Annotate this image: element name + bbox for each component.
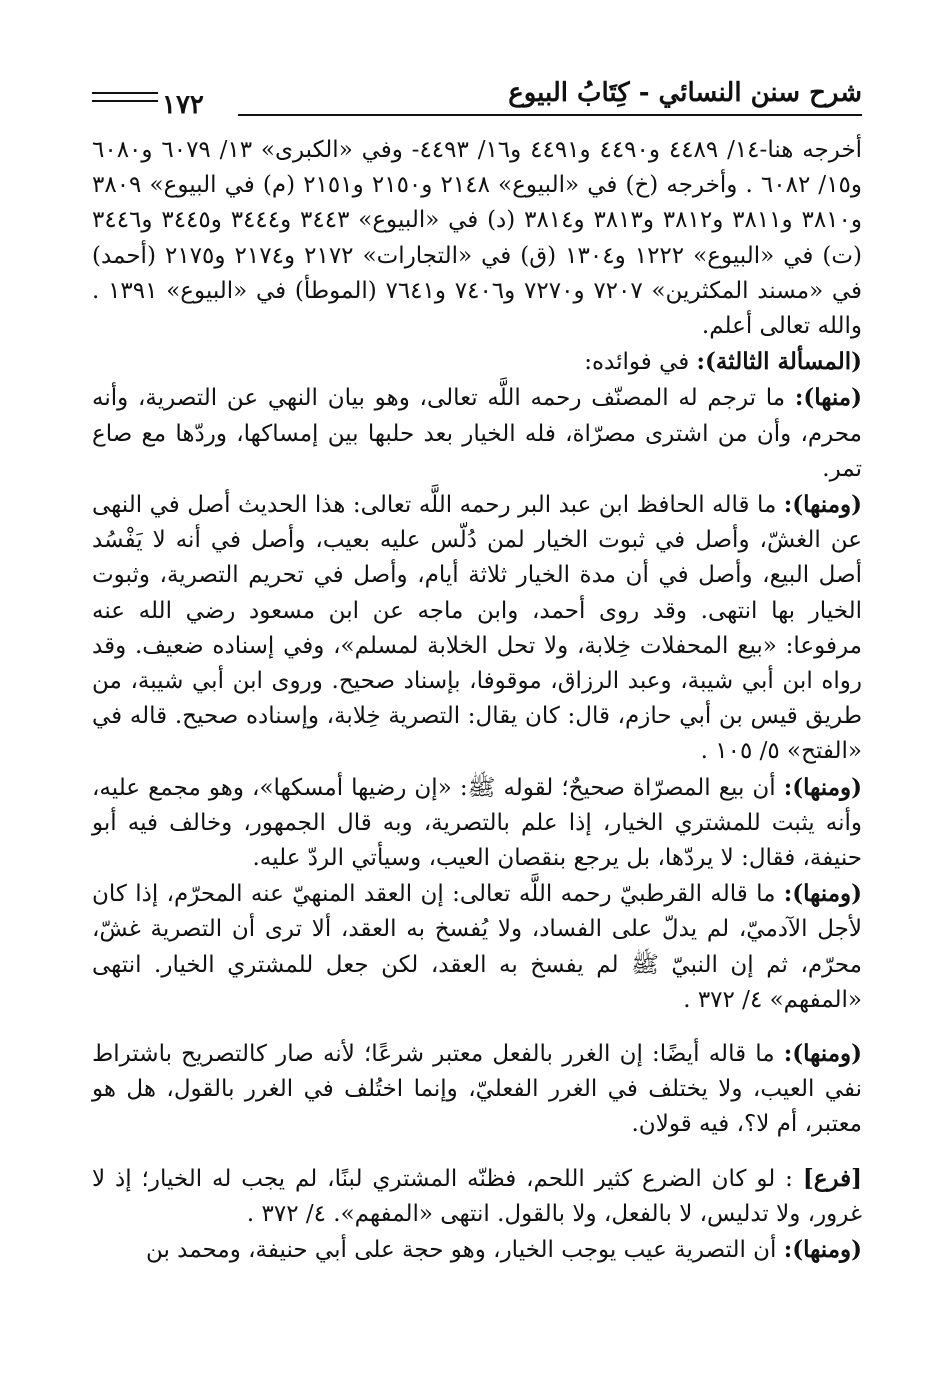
paragraph-benefit-6 [92,1232,862,1268]
paragraph-lead: [فرع] [802,1164,862,1192]
paragraph-takhrij [92,132,862,344]
paragraph-text: ما قاله أيضًا: إن الغرر بالفعل معتبر شرعًا؛ لأنه صار كالتصريح باشتراط نفي العيب، ولا يختلف في الغرر الفعليّ، وإنما اختُلف في الغرر بالقول، هل هو معتبر، أم لا؟، فيه قولان. [92,1041,862,1138]
paragraph-benefit-3 [92,770,862,877]
paragraph-lead: (منها): [794,384,862,412]
paragraph-lead: (ومنها): [783,773,862,801]
paragraph-benefit-4 [92,876,862,1018]
paragraph-text: أن التصرية عيب يوجب الخيار، وهو حجة على أبي حنيفة، ومحمد بن [145,1237,784,1264]
page-body [92,132,862,1268]
paragraph-lead: (ومنها): [783,1040,862,1068]
ornament-line [92,100,158,102]
paragraph-text: : لو كان الضرع كثير اللحم، فظنّه المشتري لبنًا، لم يجب له الخيار؛ إذ لا غرور، ولا تدليس، لا بالفعل، ولا بالقول. انتهى «المفهم». ٤/ ٣٧٢ . [92,1165,862,1227]
page-header [92,76,862,126]
header-ornament-lines [92,92,158,108]
page-number: ١٧٢ [162,90,204,120]
paragraph-benefit-2 [92,487,862,770]
paragraph-lead: (ومنها): [783,491,862,519]
paragraph-text: ما قاله القرطبيّ رحمه اللَّه تعالى: إن العقد المنهيّ عنه المحرّم، إذا كان لأجل الآدميّ، لم يدلّ على الفساد، ولا يُفسخ به العقد، ألا ترى أن التصرية غشّ، محرّم، ثم إن النبيّ ﷺ لم يفسخ به العقد، لكن جعل للمشتري الخيار. انتهى «المفهم» ٤/ ٣٧٢ . [92,881,862,1013]
paragraph-benefit-5 [92,1036,862,1143]
paragraph-text: أخرجه هنا-١٤/ ٤٤٨٩ و٤٤٩٠ و٤٤٩١ و١٦/ ٤٤٩٣- وفي «الكبرى» ١٣/ ٦٠٧٩ و٦٠٨٠ و١٥/ ٦٠٨٢ . وأخرجه (خ) في «البيوع» ٢١٤٨ و٢١٥٠ و٢١٥١ (م) في البيوع» ٣٨٠٩ و٣٨١٠ و٣٨١١ و٣٨١٢ و٣٨١٣ و٣٨١٤ (د) في «البيوع» ٣٤٤٣ و٣٤٤٤ و٣٤٤٥ و٣٤٤٦ (ت) في «البيوع» ١٢٢٢ و١٣٠٤ (ق) في «التجارات» ٢١٧٢ و٢١٧٤ و٢١٧٥ (أحمد) في «مسند المكثرين» ٧٢٠٧ و٧٢٧٠ و٧٤٠٦ و٧٦٤١ (الموطأ) في «البيوع» ١٣٩١ . والله تعالى أعلم. [92,137,863,340]
paragraph-text: ما قاله الحافظ ابن عبد البر رحمه اللَّه تعالى: هذا الحديث أصل في النهى عن الغشّ، وأصل في ثبوت الخيار لمن دُلّس عليه بعيب، وأصل في أنه لا يَفْسُد أصل البيع، وأصل في أن مدة الخيار ثلاثة أيام، وأصل في تحريم التصرية، وثبوت الخيار بها انتهى. وقد روى أحمد، وابن ماجه عن ابن مسعود رضي الله عنه مرفوعا: «بيع المحفلات خِلابة، ولا تحل الخلابة لمسلم»، وفي إسناده ضعيف. وقد رواه ابن أبي شيبة، وعبد الرزاق، موقوفا، بإسناد صحيح. وروى ابن أبي شيبة، من طريق قيس بن أبي حازم، قال: كان يقال: التصرية خِلابة، وإسناده صحيح. قاله في «الفتح» ٥/ ١٠٥ . [92,492,862,765]
header-rule [238,114,862,116]
paragraph-issue-heading [92,344,862,380]
paragraph-lead: (ومنها): [783,880,862,908]
paragraph-text: ما ترجم له المصنّف رحمه اللَّه تعالى، وهو بيان النهي عن التصرية، وأنه محرم، وأن من اشترى مصرّاة، فله الخيار بعد حلبها بين إمساكها، وردّها مع صاع تمر. [92,385,862,482]
paragraph-text: أن بيع المصرّاة صحيحٌ؛ لقوله ﷺ: «إن رضيها أمسكها»، وهو مجمع عليه، وأنه يثبت للمشتري الخيار، إذا علم بالتصرية، وبه قال الجمهور، وخالف فيه أبو حنيفة، فقال: لا يردّها، بل يرجع بنقصان العيب، وسيأتي الردّ عليه. [92,774,862,872]
ornament-line [92,92,158,94]
running-title: شرح سنن النسائي - كِتَابُ البيوع [508,78,862,108]
paragraph-branch [92,1161,862,1232]
paragraph-benefit-1 [92,380,862,487]
paragraph-lead: (ومنها): [783,1236,862,1264]
paragraph-lead: (المسألة الثالثة): [696,348,862,376]
paragraph-text: في فوائده: [584,349,697,376]
